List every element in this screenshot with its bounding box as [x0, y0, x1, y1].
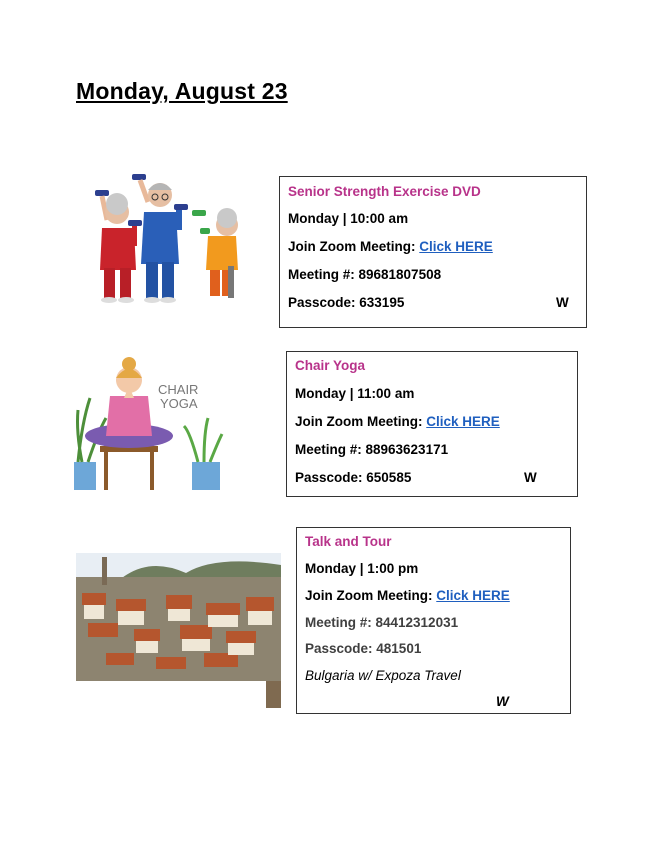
chair-yoga-caption-2: YOGA	[160, 396, 198, 411]
zoom-row	[305, 588, 510, 603]
senior-exercise-image	[80, 170, 240, 305]
zoom-label: Join Zoom Meeting:	[288, 239, 416, 254]
zoom-link[interactable]: Click HERE	[436, 588, 510, 603]
passcode: Passcode: 650585	[295, 470, 412, 485]
meeting-number: Meeting #: 89681807508	[288, 267, 442, 282]
tour-note: Bulgaria w/ Expoza Travel	[305, 668, 461, 683]
event-name: Chair Yoga	[295, 358, 366, 373]
passcode: Passcode: 481501	[305, 641, 422, 656]
event-card-chair-yoga	[286, 351, 578, 497]
w-mark: W	[524, 470, 537, 485]
chair-yoga-image	[74, 350, 224, 492]
w-mark: W	[496, 694, 509, 709]
zoom-link[interactable]: Click HERE	[419, 239, 493, 254]
zoom-row	[295, 414, 500, 429]
zoom-row	[288, 239, 493, 254]
event-card-senior-strength	[279, 176, 587, 328]
event-name: Senior Strength Exercise DVD	[288, 184, 481, 199]
meeting-number: Meeting #: 88963623171	[295, 442, 449, 457]
zoom-label: Join Zoom Meeting:	[295, 414, 423, 429]
meeting-number: Meeting #: 84412312031	[305, 615, 459, 630]
event-time: Monday | 1:00 pm	[305, 561, 419, 576]
zoom-link[interactable]: Click HERE	[426, 414, 500, 429]
page-title: Monday, August 23	[76, 78, 288, 104]
w-mark: W	[556, 295, 569, 310]
event-time: Monday | 10:00 am	[288, 211, 409, 226]
event-time: Monday | 11:00 am	[295, 386, 415, 401]
event-name: Talk and Tour	[305, 534, 392, 549]
zoom-label: Join Zoom Meeting:	[305, 588, 433, 603]
passcode: Passcode: 633195	[288, 295, 405, 310]
event-card-talk-and-tour	[296, 527, 571, 714]
chair-yoga-caption-1: CHAIR	[158, 382, 199, 397]
city-tour-image	[76, 553, 281, 708]
